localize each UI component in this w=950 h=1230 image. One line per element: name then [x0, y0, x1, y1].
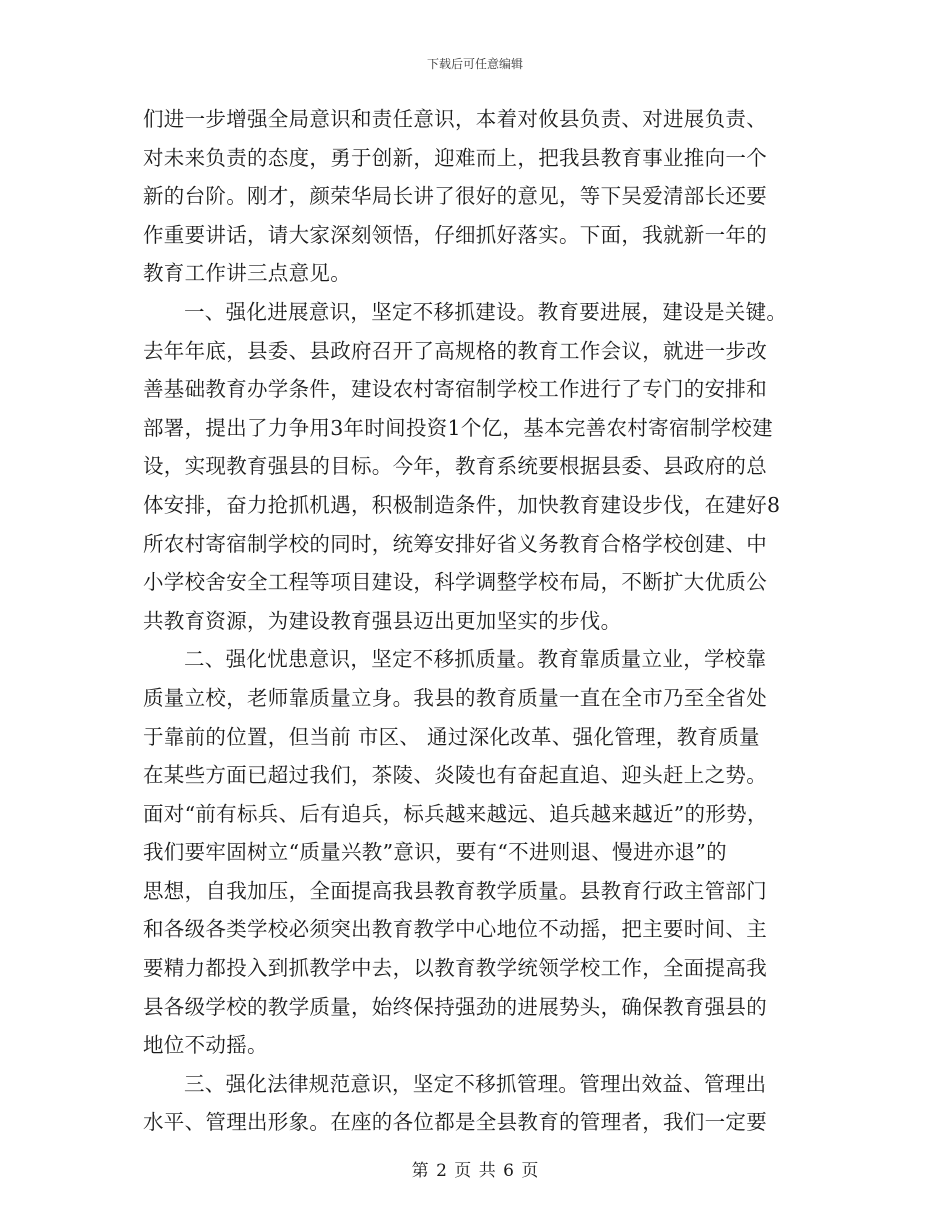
text-line: 地位不动摇。 [143, 1033, 268, 1058]
text-line: 共教育资源，为建设教育强县迈出更加坚实的步伐。 [143, 608, 622, 633]
page-footer: 第 2 页 共 6 页 [411, 1161, 539, 1181]
text-line: 设，实现教育强县的目标。今年，教育系统要根据县委、县政府的总 [143, 454, 767, 479]
text-line: 体安排，奋力抢抓机遇，积极制造条件，加快教育建设步伐，在建好8 [143, 492, 781, 517]
text-line: 三、强化法律规范意识，坚定不移抓管理。管理出效益、管理出 [184, 1071, 767, 1096]
text-line: 要精力都投入到抓教学中去，以教育教学统领学校工作，全面提高我 [143, 956, 767, 981]
text-line: 新的台阶。刚才，颜荣华局长讲了很好的意见，等下吴爱清部长还要 [143, 184, 767, 209]
text-line: 一、强化进展意识，坚定不移抓建设。教育要进展，建设是关键。 [184, 299, 788, 324]
text-line: 对未来负责的态度，勇于创新，迎难而上，把我县教育事业推向一个 [143, 145, 767, 170]
text-line: 所农村寄宿制学校的同时，统筹安排好省义务教育合格学校创建、中 [143, 531, 767, 556]
text-line: 于靠前的位置，但当前 市区、 通过深化改革、强化管理，教育质量 [143, 724, 760, 749]
text-line: 质量立校，老师靠质量立身。我县的教育质量一直在全市乃至全省处 [143, 685, 767, 710]
text-line: 们进一步增强全局意识和责任意识，本着对攸县负责、对进展负责、 [143, 107, 767, 131]
page-header: 下载后可任意编辑 [426, 57, 523, 71]
text-line: 在某些方面已超过我们，茶陵、炎陵也有奋起直追、迎头赶上之势。 [143, 763, 767, 788]
document-body [143, 100, 807, 1142]
text-line: 教育工作讲三点意见。 [143, 261, 351, 286]
text-line: 思想，自我加压，全面提高我县教育教学质量。县教育行政主管部门 [143, 878, 767, 903]
text-line: 水平、管理出形象。在座的各位都是全县教育的管理者，我们一定要 [143, 1110, 767, 1135]
text-line: 县各级学校的教学质量，始终保持强劲的进展势头，确保教育强县的 [143, 994, 767, 1019]
text-line: 二、强化忧患意识，坚定不移抓质量。教育靠质量立业，学校靠 [184, 647, 767, 672]
text-line: 和各级各类学校必须突出教育教学中心地位不动摇，把主要时间、主 [143, 917, 767, 942]
text-line: 我们要牢固树立“质量兴教”意识，要有“不进则退、慢进亦退”的 [143, 840, 727, 865]
text-line: 去年年底，县委、县政府召开了高规格的教育工作会议，就进一步改 [143, 338, 767, 363]
text-line: 作重要讲话，请大家深刻领悟，仔细抓好落实。下面，我就新一年的 [143, 222, 767, 247]
text-line: 善基础教育办学条件，建设农村寄宿制学校工作进行了专门的安排和 [143, 377, 767, 402]
text-line: 部署，提出了力争用3年时间投资1个亿，基本完善农村寄宿制学校建 [143, 415, 773, 440]
text-line: 面对“前有标兵、后有追兵，标兵越来越远、追兵越来越近”的形势， [143, 801, 768, 826]
text-line: 小学校舍安全工程等项目建设，科学调整学校布局，不断扩大优质公 [143, 570, 767, 595]
